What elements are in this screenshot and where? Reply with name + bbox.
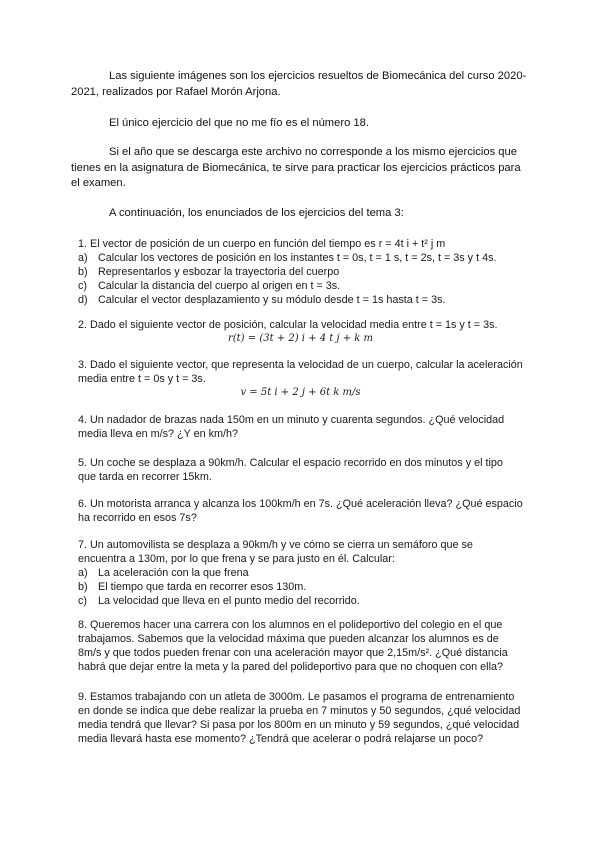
exercise-2-formula: r(t) = (3t + 2) i + 4 t j + k m (227, 333, 374, 344)
exercise-1-statement: 1. El vector de posición de un cuerpo en función del tiempo es r = 4t i + t² j m (78, 238, 446, 250)
intro-paragraph-3: Si el año que se descarga este archivo no corresponde a los mismo ejercicios que tienes en la asignatura de Biomecánica, te sirve para practicar los ejercicios prácticos para el examen. (71, 146, 521, 189)
exercise-2 (78, 318, 523, 346)
exercise-1-item-a: a) Calcular los vectores de posición en los instantes t = 0s, t = 1 s, t = 2s, t = 3s y t 4s. (78, 252, 497, 264)
exercise-1-item-d: d) Calcular el vector desplazamiento y su módulo desde t = 1s hasta t = 3s. (78, 294, 446, 306)
intro-paragraph-1: Las siguiente imágenes son los ejercicios resueltos de Biomecánica del curso 2020-2021, realizados por Rafael Morón Arjona. (71, 70, 527, 98)
exercise-2-statement: 2. Dado el siguiente vector de posición, calcular la velocidad media entre t = 1s y t = 3s. (78, 319, 498, 331)
exercise-1-item-b: b) Representarlos y esbozar la trayectoria del cuerpo (78, 266, 340, 278)
exercise-7-item-b: b) El tiempo que tarda en recorrer esos 130m. (78, 581, 307, 593)
exercise-9: 9. Estamos trabajando con un atleta de 3000m. Le pasamos el programa de entrenamiento en donde se indica que debe realizar la prueba en 7 minutos y 50 segundos, ¿qué velocidad media tendrá que llevar? Si pasa por los 800m en un minuto y 59 segundos, ¿qué velocidad media llevará hasta ese momento? ¿Tendrá que acelerar o podrá relajarse un poco? (78, 691, 521, 745)
exercise-7-item-a: a) La aceleración con la que frena (78, 567, 249, 579)
exercise-1 (78, 237, 523, 307)
exercise-3-statement: 3. Dado el siguiente vector, que representa la velocidad de un cuerpo, calcular la aceleración media entre t = 0s y t = 3s. (78, 359, 523, 385)
exercise-7-statement: 7. Un automovilista se desplaza a 90km/h y ve cómo se cierra un semáforo que se encuentra a 130m, por lo que frena y se para justo en él. Calcular: (78, 539, 473, 565)
exercise-5: 5. Un coche se desplaza a 90km/h. Calcular el espacio recorrido en dos minutos y el tipo que tarda en recorrer 15km. (78, 457, 503, 483)
exercise-3 (78, 358, 523, 400)
exercise-1-item-c: c) Calcular la distancia del cuerpo al origen en t = 3s. (78, 280, 341, 292)
exercise-7 (78, 538, 523, 608)
exercise-7-item-c: c) La velocidad que lleva en el punto medio del recorrido. (78, 595, 360, 607)
exercise-4: 4. Un nadador de brazas nada 150m en un minuto y cuarenta segundos. ¿Qué velocidad media lleva en m/s? ¿Y en km/h? (78, 414, 505, 440)
exercise-8: 8. Queremos hacer una carrera con los alumnos en el polideportivo del colegio en el que trabajamos. Sabemos que la velocidad máxima que pueden alcanzar los alumnos es de 8m/s y que todos pueden frenar con una aceleración mayor que 2,15m/s². ¿Qué distancia habrá que dejar entre la meta y la pared del polideportivo para que no choquen con ella? (78, 619, 508, 673)
intro-paragraph-2: El único ejercicio del que no me fío es el número 18. (109, 117, 369, 129)
exercise-3-formula: v = 5t i + 2 j + 6t k m/s (240, 387, 361, 398)
exercise-6: 6. Un motorista arranca y alcanza los 100km/h en 7s. ¿Qué aceleración lleva? ¿Qué espacio ha recorrido en esos 7s? (78, 498, 523, 524)
intro-paragraph-4: A continuación, los enunciados de los ejercicios del tema 3: (109, 207, 404, 219)
